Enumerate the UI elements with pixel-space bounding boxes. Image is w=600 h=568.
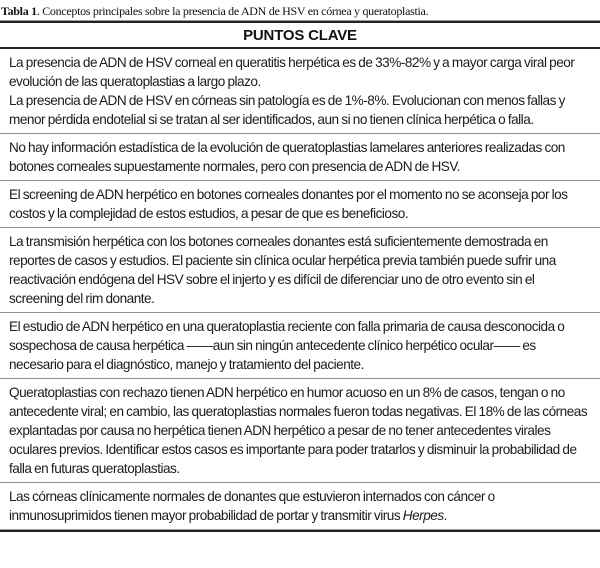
table-row xyxy=(0,482,600,529)
table-row xyxy=(0,180,600,227)
row-paragraph xyxy=(9,91,591,129)
text-segment: Queratoplastias con rechazo tienen ADN herpético en humor acuoso en un 8% de casos, tengan o no antecedente viral; en cambio, las queratoplastias normales fueron todas negativas. El 18% de las córneas explantadas por causa no herpética tienen ADN herpético a pesar de no tener antecedentes virales oculares previos. Identificar estos casos es importante para poder tratarlos y disminuir la probabilidad de falla en futuras queratoplastias. xyxy=(9,385,588,476)
row-paragraph xyxy=(9,138,591,176)
row-paragraph xyxy=(9,383,591,478)
text-segment: El estudio de ADN herpético en una queratoplastia reciente con falla primaria de causa desconocida o sospechosa de causa herpética ——aun sin ningún antecedente clínico herpético ocular—— es necesario para el diagnóstico, manejo y tratamiento del paciente. xyxy=(9,319,565,372)
text-segment: La transmisión herpética con los botones corneales donantes está suficientemente demostrada en reportes de casos y estudios. El paciente sin clínica ocular herpética previa también puede sufrir una reactivación endógena del HSV sobre el injerto y es difícil de diferenciar uno de otro evento sin el screening del rim donante. xyxy=(9,234,556,306)
table-row xyxy=(0,227,600,312)
row-paragraph xyxy=(9,185,591,223)
italic-text-segment: Herpes xyxy=(402,508,444,523)
text-segment: El screening de ADN herpético en botones corneales donantes por el momento no se aconseja por los costos y la complejidad de estos estudios, a pesar de que es beneficioso. xyxy=(9,187,568,221)
row-paragraph xyxy=(9,53,591,91)
text-segment: . xyxy=(443,508,447,523)
table-header-puntos-clave: PUNTOS CLAVE xyxy=(243,27,357,44)
table-row xyxy=(0,49,600,133)
text-segment: La presencia de ADN de HSV en córneas sin patología es de 1%-8%. Evolucionan con menos fallas y menor pérdida endotelial si se tratan al ser identificados, aun si no tienen clínica herpética o falla. xyxy=(9,93,565,127)
row-paragraph xyxy=(9,317,591,374)
table-caption-number: Tabla 1 xyxy=(1,4,37,18)
text-segment: No hay información estadística de la evolución de queratoplastias lamelares anteriores realizadas con botones corneales supuestamente normales, pero con presencia de ADN de HSV. xyxy=(9,140,565,174)
row-paragraph xyxy=(9,487,591,525)
table-body xyxy=(0,49,600,529)
table-row xyxy=(0,378,600,482)
text-segment: Las córneas clínicamente normales de donantes que estuvieron internados con cáncer o inmunosuprimidos tienen mayor probabilidad de portar y transmitir virus xyxy=(9,489,495,523)
row-paragraph xyxy=(9,232,591,308)
table-caption xyxy=(0,0,600,20)
table-row xyxy=(0,133,600,180)
table-caption-text: . Conceptos principales sobre la presencia de ADN de HSV en córnea y queratoplastia. xyxy=(36,4,429,18)
table-row xyxy=(0,312,600,378)
table-bottom-rule xyxy=(0,529,600,532)
text-segment: La presencia de ADN de HSV corneal en queratitis herpética es de 33%-82% y a mayor carga viral peor evolución de las queratoplastias a largo plazo. xyxy=(9,55,575,89)
